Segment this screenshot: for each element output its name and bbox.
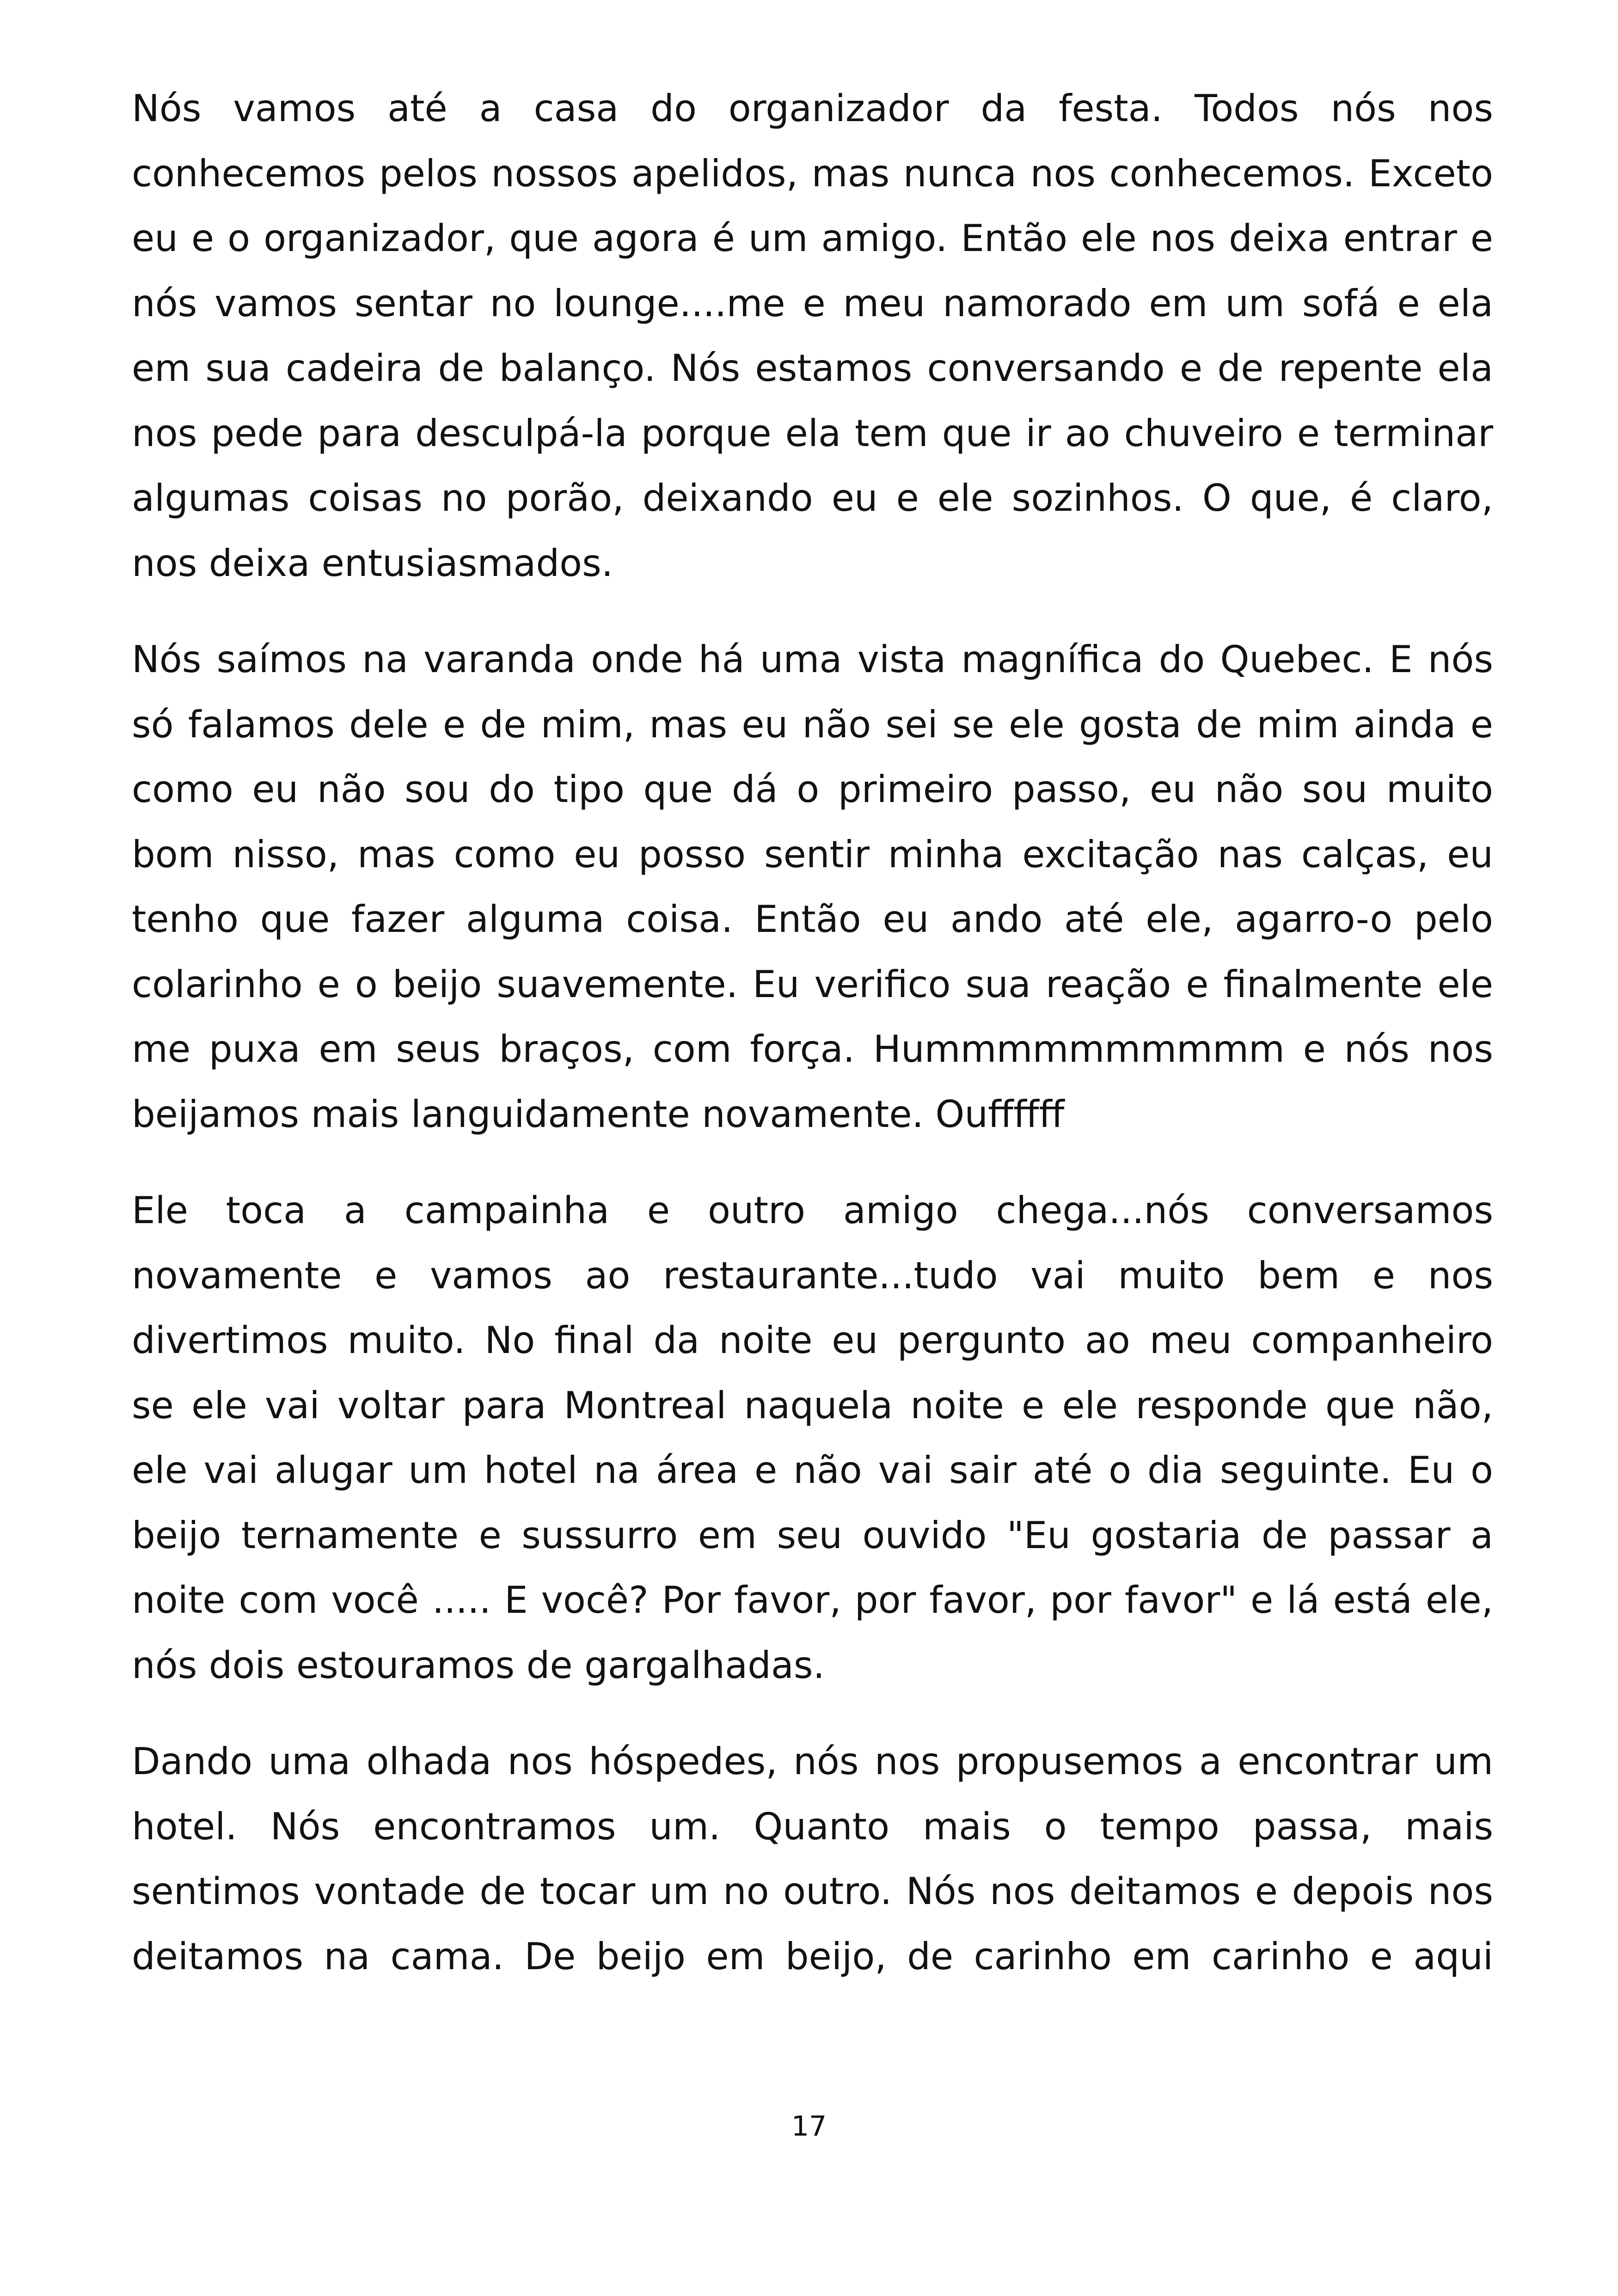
text-line: nós dois estouramos de gargalhadas.	[132, 1643, 825, 1687]
text-line: nos deixa entusiasmados.	[132, 541, 613, 585]
paragraph-4	[132, 1729, 1493, 1989]
text-line: ele vai alugar um hotel na área e não vai sair até o dia seguinte. Eu o	[132, 1449, 1493, 1492]
text-line: deitamos na cama. De beijo em beijo, de carinho em carinho e aqui	[132, 1935, 1493, 1978]
text-line: nós vamos sentar no lounge....me e meu namorado em um sofá e ela	[132, 282, 1493, 325]
paragraph-3	[132, 1178, 1493, 1698]
text-line: conhecemos pelos nossos apelidos, mas nunca nos conhecemos. Exceto	[132, 152, 1493, 195]
page-body	[132, 76, 1493, 2020]
text-line: algumas coisas no porão, deixando eu e ele sozinhos. O que, é claro,	[132, 477, 1493, 520]
text-line: bom nisso, mas como eu posso sentir minha excitação nas calças, eu	[132, 833, 1493, 876]
text-line: como eu não sou do tipo que dá o primeiro passo, eu não sou muito	[132, 768, 1493, 811]
text-line: nos pede para desculpá-la porque ela tem que ir ao chuveiro e terminar	[132, 411, 1493, 455]
text-line: Nós vamos até a casa do organizador da festa. Todos nós nos	[132, 87, 1493, 130]
text-line: me puxa em seus braços, com força. Hummmmmmmmmm e nós nos	[132, 1028, 1493, 1071]
text-line: beijo ternamente e sussurro em seu ouvido "Eu gostaria de passar a	[132, 1513, 1493, 1557]
text-line: eu e o organizador, que agora é um amigo. Então ele nos deixa entrar e	[132, 217, 1493, 260]
text-line: colarinho e o beijo suavemente. Eu verifico sua reação e finalmente ele	[132, 962, 1493, 1006]
text-line: em sua cadeira de balanço. Nós estamos conversando e de repente ela	[132, 347, 1493, 390]
text-line: Dando uma olhada nos hóspedes, nós nos propusemos a encontrar um	[132, 1740, 1493, 1783]
text-line: beijamos mais languidamente novamente. Ouffffff	[132, 1092, 1065, 1136]
text-line: Ele toca a campainha e outro amigo chega...nós conversamos	[132, 1189, 1493, 1232]
text-line: divertimos muito. No final da noite eu pergunto ao meu companheiro	[132, 1319, 1493, 1362]
text-line: Nós saímos na varanda onde há uma vista magnífica do Quebec. E nós	[132, 638, 1493, 681]
text-line: novamente e vamos ao restaurante...tudo vai muito bem e nos	[132, 1254, 1493, 1297]
text-line: noite com você ..... E você? Por favor, por favor, por favor" e lá está ele,	[132, 1579, 1493, 1622]
page-number: 17	[791, 2110, 827, 2143]
text-line: só falamos dele e de mim, mas eu não sei se ele gosta de mim ainda e	[132, 703, 1493, 746]
paragraph-2	[132, 627, 1493, 1147]
text-line: sentimos vontade de tocar um no outro. Nós nos deitamos e depois nos	[132, 1870, 1493, 1913]
text-line: se ele vai voltar para Montreal naquela noite e ele responde que não,	[132, 1384, 1493, 1427]
text-line: hotel. Nós encontramos um. Quanto mais o tempo passa, mais	[132, 1805, 1493, 1848]
text-line: tenho que fazer alguma coisa. Então eu ando até ele, agarro-o pelo	[132, 898, 1493, 941]
paragraph-1	[132, 76, 1493, 596]
